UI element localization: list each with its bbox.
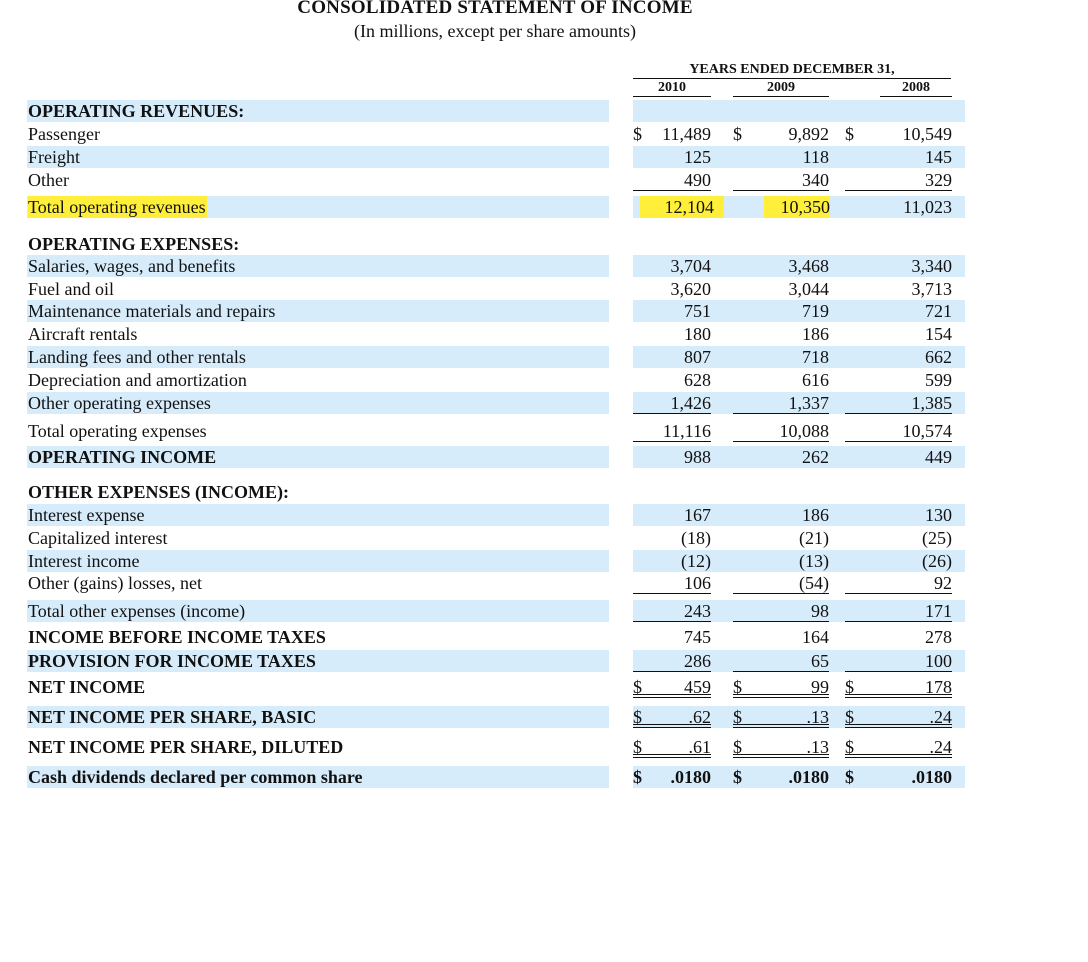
- value-2009: [733, 255, 829, 277]
- value-number: 3,713: [911, 279, 952, 299]
- row-band: [633, 100, 965, 122]
- value-2008: [845, 369, 952, 391]
- currency-symbol: $: [733, 767, 742, 787]
- value-2009: [733, 550, 829, 572]
- value-2008: [845, 196, 952, 218]
- value-2009: [733, 323, 829, 345]
- value-2010: [633, 706, 711, 728]
- value-2008: [845, 346, 952, 368]
- value-number: (25): [922, 528, 952, 548]
- value-2010: [633, 123, 711, 145]
- year-2010-header: 2010: [633, 80, 711, 97]
- value-2010: [633, 420, 711, 442]
- value-number: 164: [802, 627, 829, 647]
- value-2010: [633, 278, 711, 300]
- value-2010: [640, 196, 724, 218]
- row-capitalized-interest: [27, 527, 1057, 549]
- value-2008: [845, 169, 952, 191]
- statement-subtitle: (In millions, except per share amounts): [354, 21, 636, 41]
- value-number: 3,044: [788, 279, 829, 299]
- value-number: 286: [684, 651, 711, 671]
- value-number: (13): [799, 551, 829, 571]
- row-label: Total operating expenses: [28, 421, 207, 441]
- value-number: 243: [684, 601, 711, 621]
- value-number: .62: [688, 707, 711, 727]
- row-interest-income: [27, 550, 1057, 572]
- row-aircraft-rentals: [27, 323, 1057, 345]
- value-number: 99: [811, 677, 829, 697]
- value-2008: [845, 278, 952, 300]
- row-other-operating-expenses: [27, 392, 1057, 414]
- value-number: (54): [799, 573, 829, 593]
- value-2010: [633, 392, 711, 414]
- value-2010: [633, 600, 711, 622]
- value-number: 719: [802, 301, 829, 321]
- row-label: Maintenance materials and repairs: [28, 301, 276, 321]
- value-number: 154: [925, 324, 952, 344]
- value-2010: [633, 572, 711, 594]
- row-other-gains-losses-net: [27, 572, 1057, 594]
- value-2009: [733, 278, 829, 300]
- row-band: [27, 146, 609, 168]
- value-2010: [633, 676, 711, 698]
- value-2008: [845, 146, 952, 168]
- row-label: Other: [28, 170, 69, 190]
- value-number: 262: [802, 447, 829, 467]
- value-2009: [733, 300, 829, 322]
- currency-symbol: $: [845, 707, 854, 727]
- value-2010: [633, 300, 711, 322]
- value-number: 10,350: [780, 197, 830, 217]
- value-number: 3,468: [788, 256, 829, 276]
- value-number: 662: [925, 347, 952, 367]
- value-number: 599: [925, 370, 952, 390]
- value-2010: [633, 146, 711, 168]
- value-number: 628: [684, 370, 711, 390]
- value-2009: [733, 504, 829, 526]
- value-number: .0180: [788, 767, 829, 787]
- value-2009: [733, 650, 829, 672]
- row-total-other-expenses-income: [27, 600, 1057, 622]
- years-ended-header: YEARS ENDED DECEMBER 31,: [633, 62, 951, 79]
- value-2009: [733, 369, 829, 391]
- value-number: 98: [811, 601, 829, 621]
- year-2009-header: 2009: [733, 80, 829, 97]
- currency-symbol: $: [845, 767, 854, 787]
- row-label: NET INCOME: [28, 677, 146, 697]
- value-2009: [733, 706, 829, 728]
- value-number: 145: [925, 147, 952, 167]
- row-label: Freight: [28, 147, 80, 167]
- value-number: (12): [681, 551, 711, 571]
- value-2008: [845, 650, 952, 672]
- value-number: 459: [684, 677, 711, 697]
- value-number: 718: [802, 347, 829, 367]
- row-label: NET INCOME PER SHARE, BASIC: [28, 707, 317, 727]
- currency-symbol: $: [733, 707, 742, 727]
- value-2008: [845, 123, 952, 145]
- value-number: .24: [929, 707, 952, 727]
- row-label: Total other expenses (income): [28, 601, 246, 621]
- value-number: 178: [925, 677, 952, 697]
- value-2008: [845, 527, 952, 549]
- currency-symbol: $: [733, 737, 742, 757]
- row-label: Salaries, wages, and benefits: [28, 256, 236, 276]
- value-2010: [633, 255, 711, 277]
- row-salaries-wages-and-benefits: [27, 255, 1057, 277]
- value-2010: [633, 346, 711, 368]
- value-number: 329: [925, 170, 952, 190]
- value-number: 106: [684, 573, 711, 593]
- row-net-income-per-share-diluted: [27, 736, 1057, 758]
- value-number: 3,704: [670, 256, 711, 276]
- value-2009: [733, 420, 829, 442]
- row-freight: [27, 146, 1057, 168]
- value-number: 3,340: [911, 256, 952, 276]
- value-number: 10,088: [779, 421, 829, 441]
- value-2009: [733, 146, 829, 168]
- row-label: Passenger: [28, 124, 100, 144]
- year-2008-header: 2008: [880, 80, 952, 97]
- value-number: 180: [684, 324, 711, 344]
- value-2008: [845, 550, 952, 572]
- value-2008: [845, 446, 952, 468]
- row-label: Other operating expenses: [28, 393, 211, 413]
- value-amount: 11,489: [662, 124, 711, 144]
- value-number: 167: [684, 505, 711, 525]
- value-number: 65: [811, 651, 829, 671]
- value-2009: [733, 572, 829, 594]
- value-2008: [845, 626, 952, 648]
- value-2009: [733, 169, 829, 191]
- row-maintenance-materials-and-repairs: [27, 300, 1057, 322]
- row-cash-dividends-declared-per-common-share: [27, 766, 1057, 788]
- value-2010: [633, 323, 711, 345]
- value-number: 186: [802, 505, 829, 525]
- value-2009: [733, 527, 829, 549]
- value-number: 490: [684, 170, 711, 190]
- value-number: 3,620: [670, 279, 711, 299]
- row-label: Depreciation and amortization: [28, 370, 247, 390]
- value-2008: [845, 766, 952, 788]
- value-2008: [845, 420, 952, 442]
- value-2009: [733, 766, 829, 788]
- row-operating-expenses: [27, 233, 1057, 255]
- value-2008: [845, 392, 952, 414]
- value-2008: [845, 300, 952, 322]
- value-2010: [633, 527, 711, 549]
- currency-symbol: $: [633, 677, 642, 697]
- row-landing-fees-and-other-rentals: [27, 346, 1057, 368]
- value-number: (26): [922, 551, 952, 571]
- value-number: 10,574: [902, 421, 952, 441]
- value-2008: [845, 600, 952, 622]
- value-2008: [845, 676, 952, 698]
- value-amount: 9,892: [788, 124, 829, 144]
- row-fuel-and-oil: [27, 278, 1057, 300]
- row-label: Interest income: [28, 551, 140, 571]
- row-depreciation-and-amortization: [27, 369, 1057, 391]
- value-number: 125: [684, 147, 711, 167]
- value-number: 807: [684, 347, 711, 367]
- currency-symbol: $: [845, 124, 854, 144]
- value-number: 721: [925, 301, 952, 321]
- value-2010: [633, 504, 711, 526]
- value-number: 745: [684, 627, 711, 647]
- currency-symbol: $: [633, 707, 642, 727]
- value-number: .0180: [670, 767, 711, 787]
- value-amount: 10,549: [902, 124, 952, 144]
- row-label: OPERATING INCOME: [28, 447, 217, 467]
- value-number: 278: [925, 627, 952, 647]
- currency-symbol: $: [733, 677, 742, 697]
- value-2008: [845, 572, 952, 594]
- row-other: [27, 169, 1057, 191]
- currency-symbol: $: [733, 124, 742, 144]
- value-number: (18): [681, 528, 711, 548]
- value-number: 340: [802, 170, 829, 190]
- value-2009: [733, 736, 829, 758]
- value-2009: [733, 626, 829, 648]
- value-2010: [633, 550, 711, 572]
- value-2008: [845, 504, 952, 526]
- row-net-income-per-share-basic: [27, 706, 1057, 728]
- value-2009: [733, 123, 829, 145]
- value-2009: [733, 600, 829, 622]
- row-label: Total operating revenues: [28, 197, 206, 217]
- row-income-before-income-taxes: [27, 626, 1057, 648]
- value-2009: [733, 446, 829, 468]
- value-2010: [633, 626, 711, 648]
- row-operating-revenues: [27, 100, 1057, 122]
- value-number: 1,337: [788, 393, 829, 413]
- currency-symbol: $: [633, 124, 642, 144]
- value-number: 130: [925, 505, 952, 525]
- value-number: (21): [799, 528, 829, 548]
- row-passenger: [27, 123, 1057, 145]
- row-label: PROVISION FOR INCOME TAXES: [28, 651, 316, 671]
- value-number: 171: [925, 601, 952, 621]
- currency-symbol: $: [633, 737, 642, 757]
- value-number: 186: [802, 324, 829, 344]
- row-label: Capitalized interest: [28, 528, 168, 548]
- row-label: OPERATING REVENUES:: [28, 101, 245, 121]
- value-2009: [733, 346, 829, 368]
- value-number: 11,116: [662, 421, 711, 441]
- statement-title: CONSOLIDATED STATEMENT OF INCOME: [297, 0, 693, 18]
- row-label: Landing fees and other rentals: [28, 347, 246, 367]
- value-2010: [633, 169, 711, 191]
- value-number: 616: [802, 370, 829, 390]
- value-number: 988: [684, 447, 711, 467]
- value-number: .0180: [911, 767, 952, 787]
- value-2009: [733, 676, 829, 698]
- row-net-income: [27, 676, 1057, 698]
- value-number: 751: [684, 301, 711, 321]
- value-number: .24: [929, 737, 952, 757]
- value-2010: [633, 766, 711, 788]
- value-number: .13: [806, 737, 829, 757]
- row-label: Aircraft rentals: [28, 324, 138, 344]
- value-number: 12,104: [664, 197, 714, 217]
- value-2010: [633, 736, 711, 758]
- row-label: OPERATING EXPENSES:: [28, 234, 240, 254]
- currency-symbol: $: [845, 677, 854, 697]
- value-number: 449: [925, 447, 952, 467]
- value-2009: [733, 392, 829, 414]
- value-number: 118: [802, 147, 829, 167]
- value-number: .61: [688, 737, 711, 757]
- value-2008: [845, 255, 952, 277]
- row-label: NET INCOME PER SHARE, DILUTED: [28, 737, 344, 757]
- value-2008: [845, 323, 952, 345]
- row-operating-income: [27, 446, 1057, 468]
- row-label: Cash dividends declared per common share: [28, 767, 363, 787]
- value-2009: [764, 196, 830, 218]
- value-number: .13: [806, 707, 829, 727]
- currency-symbol: $: [633, 767, 642, 787]
- value-2008: [845, 706, 952, 728]
- row-interest-expense: [27, 504, 1057, 526]
- row-total-operating-revenues: [27, 196, 1057, 218]
- value-number: 1,385: [911, 393, 952, 413]
- value-2010: [633, 650, 711, 672]
- row-label: Interest expense: [28, 505, 145, 525]
- row-label: Other (gains) losses, net: [28, 573, 202, 593]
- row-other-expenses-income: [27, 481, 1057, 503]
- value-number: 11,023: [903, 197, 952, 217]
- value-2010: [633, 446, 711, 468]
- value-2010: [633, 369, 711, 391]
- value-number: 92: [934, 573, 952, 593]
- currency-symbol: $: [845, 737, 854, 757]
- row-label: Fuel and oil: [28, 279, 114, 299]
- row-label: OTHER EXPENSES (INCOME):: [28, 482, 290, 502]
- row-label: INCOME BEFORE INCOME TAXES: [28, 627, 326, 647]
- value-number: 1,426: [670, 393, 711, 413]
- value-number: 100: [925, 651, 952, 671]
- row-provision-for-income-taxes: [27, 650, 1057, 672]
- value-2008: [845, 736, 952, 758]
- row-total-operating-expenses: [27, 420, 1057, 442]
